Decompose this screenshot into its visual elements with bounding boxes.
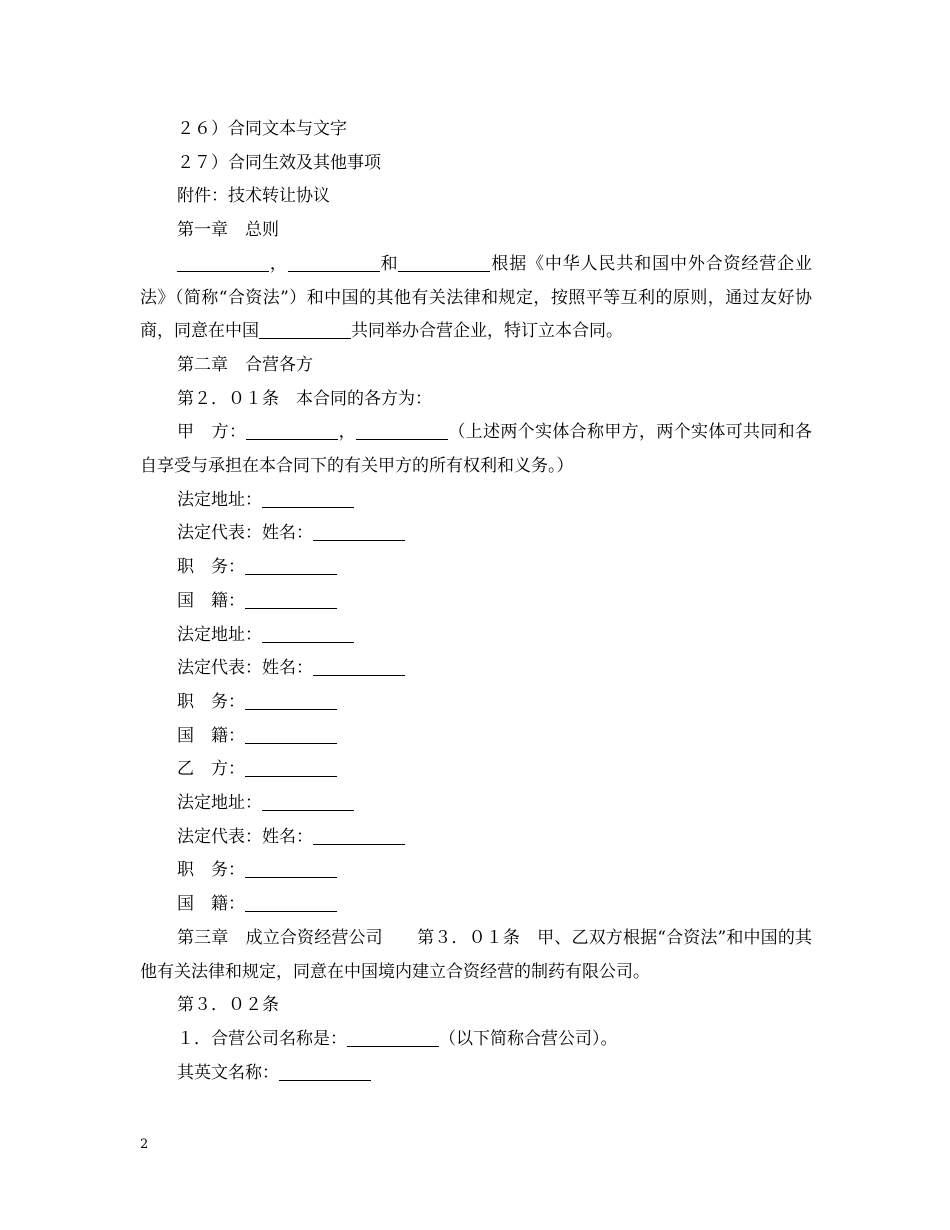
field-nationality: 国 籍： (140, 888, 812, 922)
field-representative: 法定代表：姓名： (140, 517, 812, 551)
blank-field (177, 255, 269, 272)
page-number: 2 (140, 1137, 149, 1152)
toc-item-26: ２６）合同文本与文字 (177, 119, 347, 139)
field-nationality: 国 籍： (140, 585, 812, 619)
blank-field (259, 322, 351, 339)
english-name-line: 其英文名称： (140, 1057, 812, 1091)
field-title: 职 务： (140, 854, 812, 888)
attachment-line: 附件：技术转让协议 (177, 186, 330, 207)
field-title: 职 务： (140, 686, 812, 720)
field-address: 法定地址： (140, 619, 812, 653)
field-address: 法定地址： (140, 787, 812, 821)
article-2-01: 第２．０１条 本合同的各方为： (177, 388, 432, 409)
toc-item-27: ２７）合同生效及其他事项 (177, 152, 381, 173)
party-a-paragraph: 甲 方： ， （上述两个实体合称甲方，两个实体可共同和各自享受与承担在本合同下的有关甲方的所有权利和义务。） (140, 422, 813, 477)
document-body (140, 113, 812, 1090)
field-party-b: 乙 方： (140, 753, 812, 787)
company-name-line: １．合营公司名称是： （以下简称合营公司）。 (177, 1028, 618, 1049)
chapter-1-title: 第一章 总则 (177, 220, 279, 241)
blank-field (288, 255, 380, 272)
blank-field (398, 255, 490, 272)
preamble-paragraph: ， 和 根据《中华人民共和国中外合资经营企业法》（简称“合资法”）和中国的其他有关法律和规定，按照平等互利的原则，通过友好协商，同意在中国 共同举办合营企业，特订立本合同。 (140, 253, 813, 342)
field-title: 职 务： (140, 551, 812, 585)
field-nationality: 国 籍： (140, 720, 812, 754)
blank-field (246, 423, 338, 440)
field-representative: 法定代表：姓名： (140, 652, 812, 686)
field-representative: 法定代表：姓名： (140, 821, 812, 855)
field-address: 法定地址： (140, 484, 812, 518)
chapter-2-title: 第二章 合营各方 (177, 354, 313, 375)
chapter-3-paragraph: 第三章 成立合资经营公司 第３．０１条 甲、乙双方根据“合资法”和中国的其他有关法律和规定，同意在中国境内建立合资经营的制药有限公司。 (140, 927, 812, 982)
blank-field (356, 423, 448, 440)
article-3-02: 第３．０２条 (177, 995, 279, 1016)
